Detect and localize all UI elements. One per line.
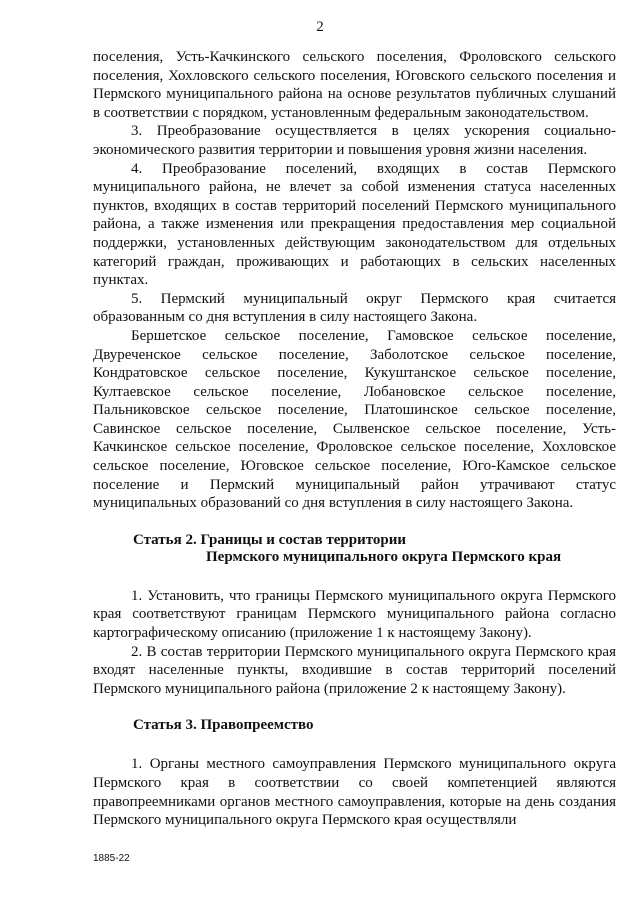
page-number: 2 (316, 19, 324, 35)
document-body (93, 48, 616, 830)
paragraph-5: 5. Пермский муниципальный округ Пермского края считается образованным со дня вступления в силу настоящего Закона. (93, 290, 616, 326)
article-3-paragraph-1: 1. Органы местного самоуправления Пермского муниципального округа Пермского края в соответствии со своей компетенцией являются правопреемниками органов местного самоуправления, которые на день создания Пермского муниципального округа Пермского края осуществляли (93, 756, 616, 829)
article-2-title-line-1: Статья 2. Границы и состав территории (133, 531, 407, 548)
paragraph-settlements-list: Бершетское сельское поселение, Гамовское сельское поселение, Двуреченское сельское поселение, Заболотское сельское поселение, Кондратовское сельское поселение, Кукуштанское сельское поселение, Култаевское сельское поселение, Лобановское сельское поселение, Пальниковское сельское поселение, Платошинское сельское поселение, Савинское сельское поселение, Сылвенское сельское поселение, Усть-Качкинское сельское поселение, Фроловское сельское поселение, Хохловское сельское поселение, Юговское сельское поселение, Юго-Камское сельское поселение и Пермский муниципальный район утрачивают статус муниципальных образований со дня вступления в силу настоящего Закона. (93, 327, 616, 512)
document-code: 1885-22 (93, 853, 130, 864)
article-2-paragraph-1: 1. Установить, что границы Пермского муниципального округа Пермского края соответствуют границам Пермского муниципального района согласно картографическому описанию (приложение 1 к настоящему Закону). (93, 587, 616, 642)
paragraph-4: 4. Преобразование поселений, входящих в состав Пермского муниципального района, не влечет за собой изменения статуса населенных пунктов, входящих в состав территорий поселений Пермского муниципального района, а также изменения или прекращения предоставления мер социальной поддержки, установленных действующим законодательством для отдельных категорий граждан, проживающих и работающих в сельских населенных пунктах. (93, 160, 616, 289)
article-2-paragraph-2: 2. В состав территории Пермского муниципального округа Пермского края входят населенные пункты, входившие в состав территорий поселений Пермского муниципального района (приложение 2 к настоящему Закону). (93, 643, 616, 697)
article-3-heading: Статья 3. Правопреемство (133, 717, 314, 734)
article-2-title-line-2: Пермского муниципального округа Пермского края (206, 548, 562, 565)
article-2-heading (93, 532, 616, 566)
paragraph-3: 3. Преобразование осуществляется в целях ускорения социально-экономического развития территории и повышения уровня жизни населения. (93, 123, 616, 158)
paragraph-continuation: поселения, Усть-Качкинского сельского поселения, Фроловского сельского поселения, Хохловского сельского поселения, Юговского сельского поселения и Пермского муниципального района на основе результатов публичных слушаний в соответствии с порядком, установленным федеральным законодательством. (93, 49, 616, 121)
